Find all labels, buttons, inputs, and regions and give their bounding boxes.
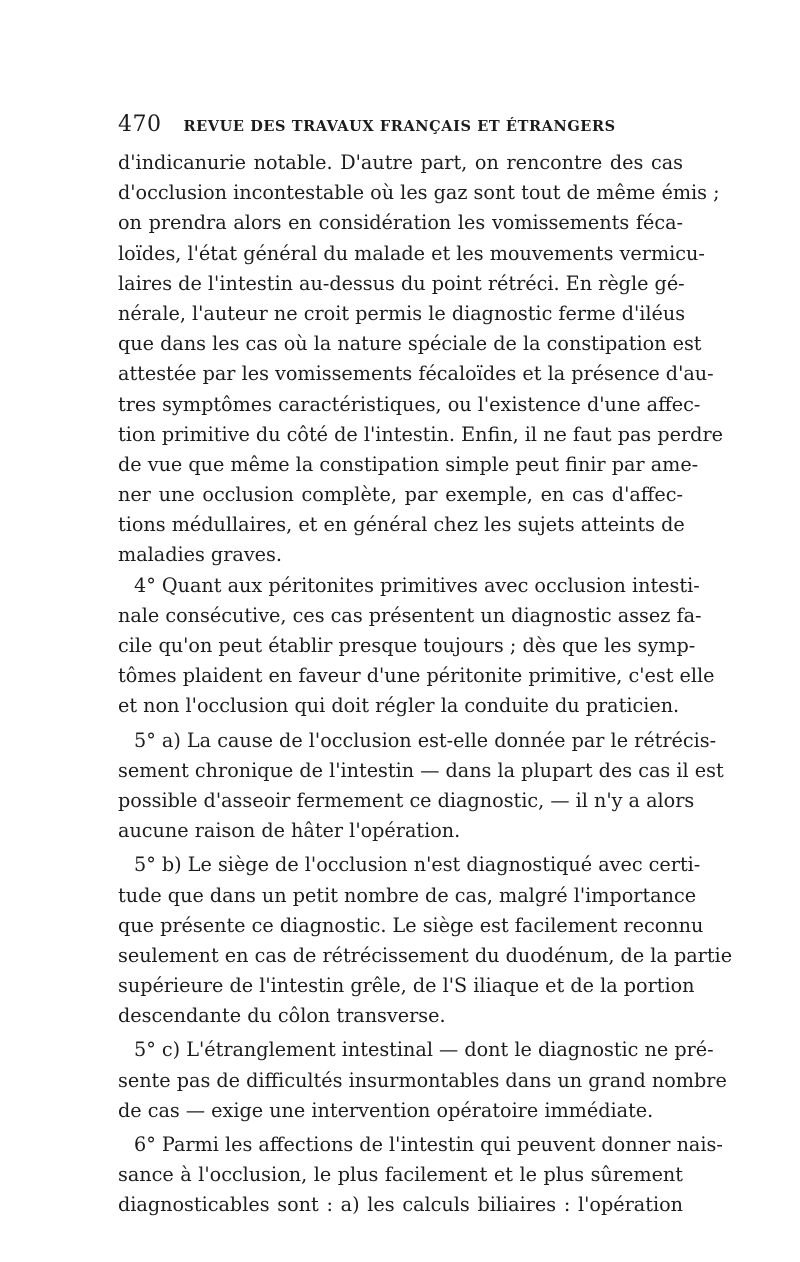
text-line: cile qu'on peut établir presque toujours ; dès que les symp- bbox=[118, 634, 696, 657]
text-line: de vue que même la constipation simple peut finir par ame- bbox=[118, 452, 699, 476]
text-line: loïdes, l'état général du malade et les mouvements vermicu- bbox=[118, 241, 705, 265]
text-line: nérale, l'auteur ne croit permis le diagnostic ferme d'iléus bbox=[118, 301, 686, 325]
text-line: 5° a) La cause de l'occlusion est-elle donnée par le rétrécis- bbox=[134, 728, 717, 752]
text-line: tres symptômes caractéristiques, ou l'existence d'une affec- bbox=[118, 392, 701, 416]
text-line: laires de l'intestin au-dessus du point rétréci. En règle gé- bbox=[118, 271, 685, 295]
paragraph-peritonites bbox=[118, 571, 715, 722]
document-page bbox=[118, 112, 733, 1221]
running-head: REVUE DES TRAVAUX FRANÇAIS ET ÉTRANGERS bbox=[183, 118, 616, 135]
page-header bbox=[118, 112, 683, 146]
text-line: tions médullaires, et en général chez les sujets atteints de bbox=[118, 513, 685, 537]
paragraph-6 bbox=[118, 1130, 723, 1221]
paragraph-5a bbox=[118, 726, 724, 847]
text-line: on prendra alors en considération les vomissements féca- bbox=[118, 211, 683, 235]
text-line: maladies graves. bbox=[118, 543, 282, 567]
text-line: sement chronique de l'intestin — dans la plupart des cas il est bbox=[118, 758, 724, 782]
text-line: nale consécutive, ces cas présentent un diagnostic assez fa- bbox=[118, 603, 702, 627]
text-line: diagnosticables sont : a) les calculs biliaires : l'opération bbox=[118, 1193, 683, 1217]
paragraph-5c bbox=[118, 1035, 727, 1126]
text-line: descendante du côlon transverse. bbox=[118, 1004, 446, 1028]
text-line: que dans les cas où la nature spéciale de la constipation est bbox=[118, 332, 702, 356]
text-line: 5° b) Le siège de l'occlusion n'est diagnostiqué avec certi- bbox=[134, 853, 701, 877]
text-line: de cas — exige une intervention opératoire immédiate. bbox=[118, 1098, 654, 1122]
text-line: tude que dans un petit nombre de cas, malgré l'importance bbox=[118, 883, 697, 907]
text-line: que présente ce diagnostic. Le siège est facilement reconnu bbox=[118, 913, 704, 937]
text-line: seulement en cas de rétrécissement du duodénum, de la partie bbox=[118, 943, 733, 967]
paragraph-indicanurie bbox=[118, 148, 723, 571]
text-line: sente pas de difficultés insurmontables dans un grand nombre bbox=[118, 1068, 727, 1092]
text-line: supérieure de l'intestin grêle, de l'S iliaque et de la portion bbox=[118, 974, 695, 998]
text-line: ner une occlusion complète, par exemple, en cas d'affec- bbox=[118, 483, 683, 507]
text-line: d'occlusion incontestable où les gaz sont tout de même émis ; bbox=[118, 181, 720, 205]
body-text bbox=[118, 148, 733, 1221]
text-line: et non l'occlusion qui doit régler la conduite du praticien. bbox=[118, 694, 680, 718]
text-line: 4° Quant aux péritonites primitives avec occlusion intesti- bbox=[134, 573, 700, 597]
page-number: 470 bbox=[118, 112, 162, 137]
text-line: sance à l'occlusion, le plus facilement et le plus sûrement bbox=[118, 1163, 683, 1187]
text-line: tômes plaident en faveur d'une péritonite primitive, c'est elle bbox=[118, 664, 715, 688]
text-line: 5° c) L'étranglement intestinal — dont le diagnostic ne pré- bbox=[134, 1038, 714, 1062]
text-line: d'indicanurie notable. D'autre part, on rencontre des cas bbox=[118, 151, 683, 174]
text-line: attestée par les vomissements fécaloïdes et la présence d'au- bbox=[118, 362, 714, 386]
paragraph-5b bbox=[118, 850, 733, 1031]
text-line: aucune raison de hâter l'opération. bbox=[118, 819, 461, 843]
text-line: possible d'asseoir fermement ce diagnostic, — il n'y a alors bbox=[118, 788, 695, 812]
text-line: tion primitive du côté de l'intestin. Enfin, il ne faut pas perdre bbox=[118, 422, 723, 446]
text-line: 6° Parmi les affections de l'intestin qui peuvent donner nais- bbox=[134, 1133, 723, 1156]
